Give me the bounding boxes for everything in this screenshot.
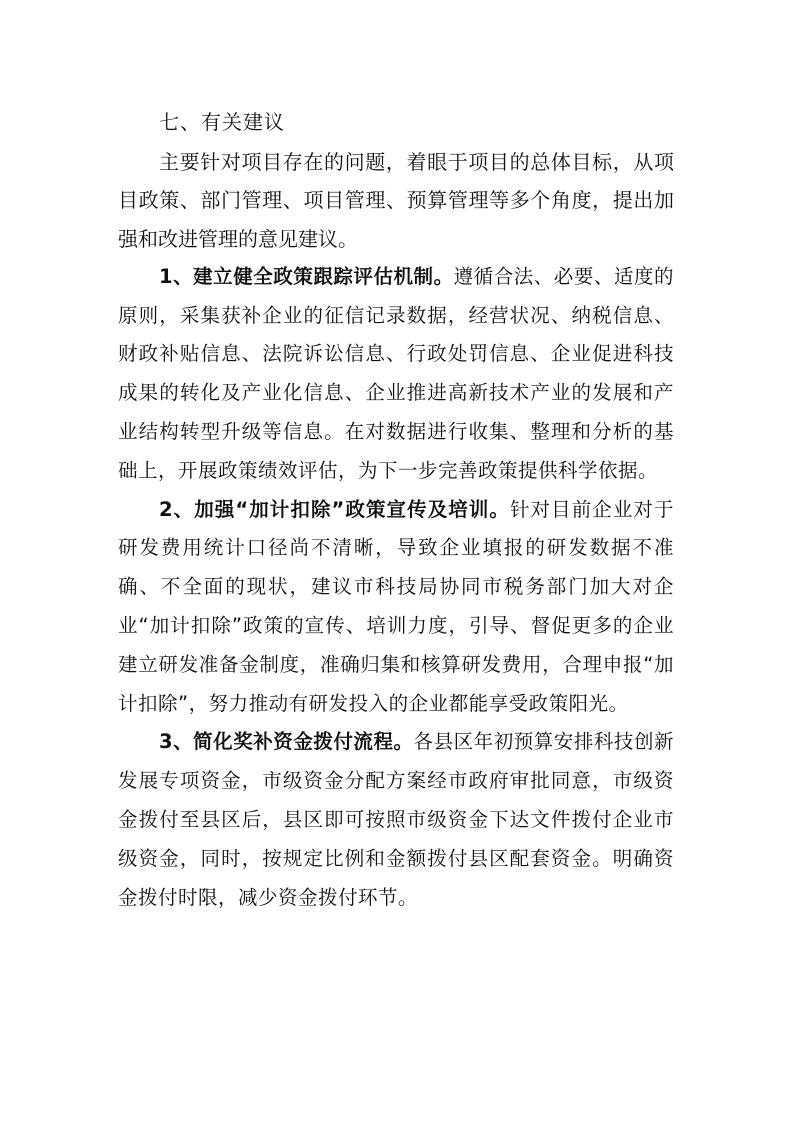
document-body xyxy=(118,104,674,917)
recommendation-title-3: 3、简化奖补资金拨付流程。 xyxy=(159,730,414,754)
section-heading: 七、有关建议 xyxy=(159,110,285,134)
recommendation-title-1: 1、建立健全政策跟踪评估机制。 xyxy=(159,264,454,288)
recommendation-title-2: 2、加强“加计扣除”政策宣传及培训。 xyxy=(159,497,510,521)
recommendation-body-2: 针对目前企业对于研发费用统计口径尚不清晰，导致企业填报的研发数据不准确、不全面的现状，建议市科技局协同市税务部门加大对企业“加计扣除”政策的宣传、培训力度，引导、督促更多的企业建立研发准备金制度，准确归集和核算研发费用，合理申报“加计扣除”，努力推动有研发投入的企业都能享受政策阳光。 xyxy=(118,497,674,715)
recommendation-body-3: 各县区年初预算安排科技创新发展专项资金，市级资金分配方案经市政府审批同意，市级资金拨付至县区后，县区即可按照市级资金下达文件拨付企业市级资金，同时，按规定比例和金额拨付县区配套资金。明确资金拨付时限，减少资金拨付环节。 xyxy=(118,730,674,909)
recommendation-paragraph-2 xyxy=(118,491,674,724)
intro-paragraph: 主要针对项目存在的问题，着眼于项目的总体目标，从项目政策、部门管理、项目管理、预算管理等多个角度，提出加强和改进管理的意见建议。 xyxy=(118,150,674,251)
recommendation-paragraph-1 xyxy=(118,258,674,491)
recommendation-body-1: 遵循合法、必要、适度的原则，采集获补企业的征信记录数据，经营状况、纳税信息、财政补贴信息、法院诉讼信息、行政处罚信息、企业促进科技成果的转化及产业化信息、企业推进高新技术产业的发展和产业结构转型升级等信息。在对数据进行收集、整理和分析的基础上，开展政策绩效评估，为下一步完善政策提供科学依据。 xyxy=(118,264,674,482)
recommendation-paragraph-3 xyxy=(118,723,674,917)
